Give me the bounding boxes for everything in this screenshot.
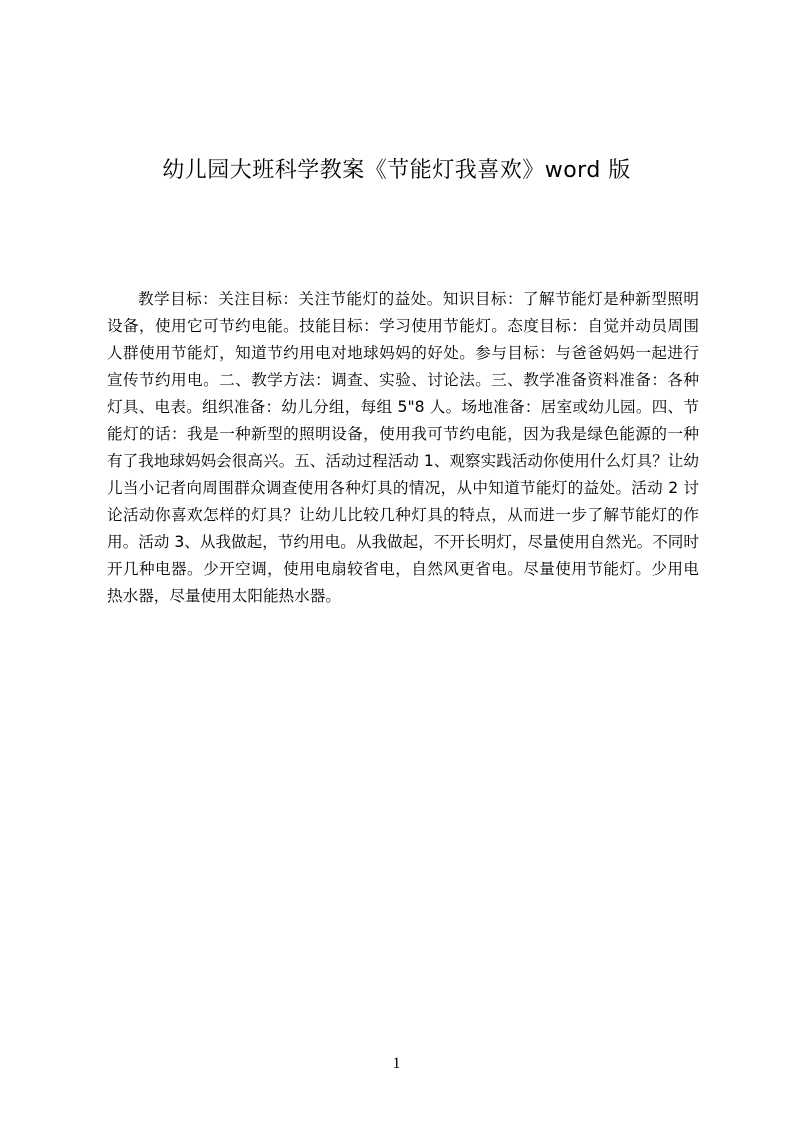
document-body-paragraph: 教学目标：关注目标：关注节能灯的益处。知识目标：了解节能灯是种新型照明设备，使用它可节约电能。技能目标：学习使用节能灯。态度目标：自觉并动员周围人群使用节能灯，知道节约用电对地球妈妈的好处。参与目标：与爸爸妈妈一起进行宣传节约用电。二、教学方法：调查、实验、讨论法。三、教学准备资料准备：各种灯具、电表。组织准备：幼儿分组，每组 5"8 人。场地准备：居室或幼儿园。四、节能灯的话：我是一种新型的照明设备，使用我可节约电能，因为我是绿色能源的一种有了我地球妈妈会很高兴。五、活动过程活动 1、观察实践活动你使用什么灯具？让幼儿当小记者向周围群众调查使用各种灯具的情况，从中知道节能灯的益处。活动 2 讨论活动你喜欢怎样的灯具？让幼儿比较几种灯具的特点，从而进一步了解节能灯的作用。活动 3、从我做起，节约用电。从我做起，不开长明灯，尽量使用自然光。不同时开几种电器。少开空调，使用电扇较省电，自然风更省电。尽量使用节能灯。少用电热水器，尽量使用太阳能热水器。: [107, 290, 699, 605]
page-number: 1: [392, 1055, 401, 1072]
document-title: 幼儿园大班科学教案《节能灯我喜欢》word 版: [162, 157, 631, 183]
